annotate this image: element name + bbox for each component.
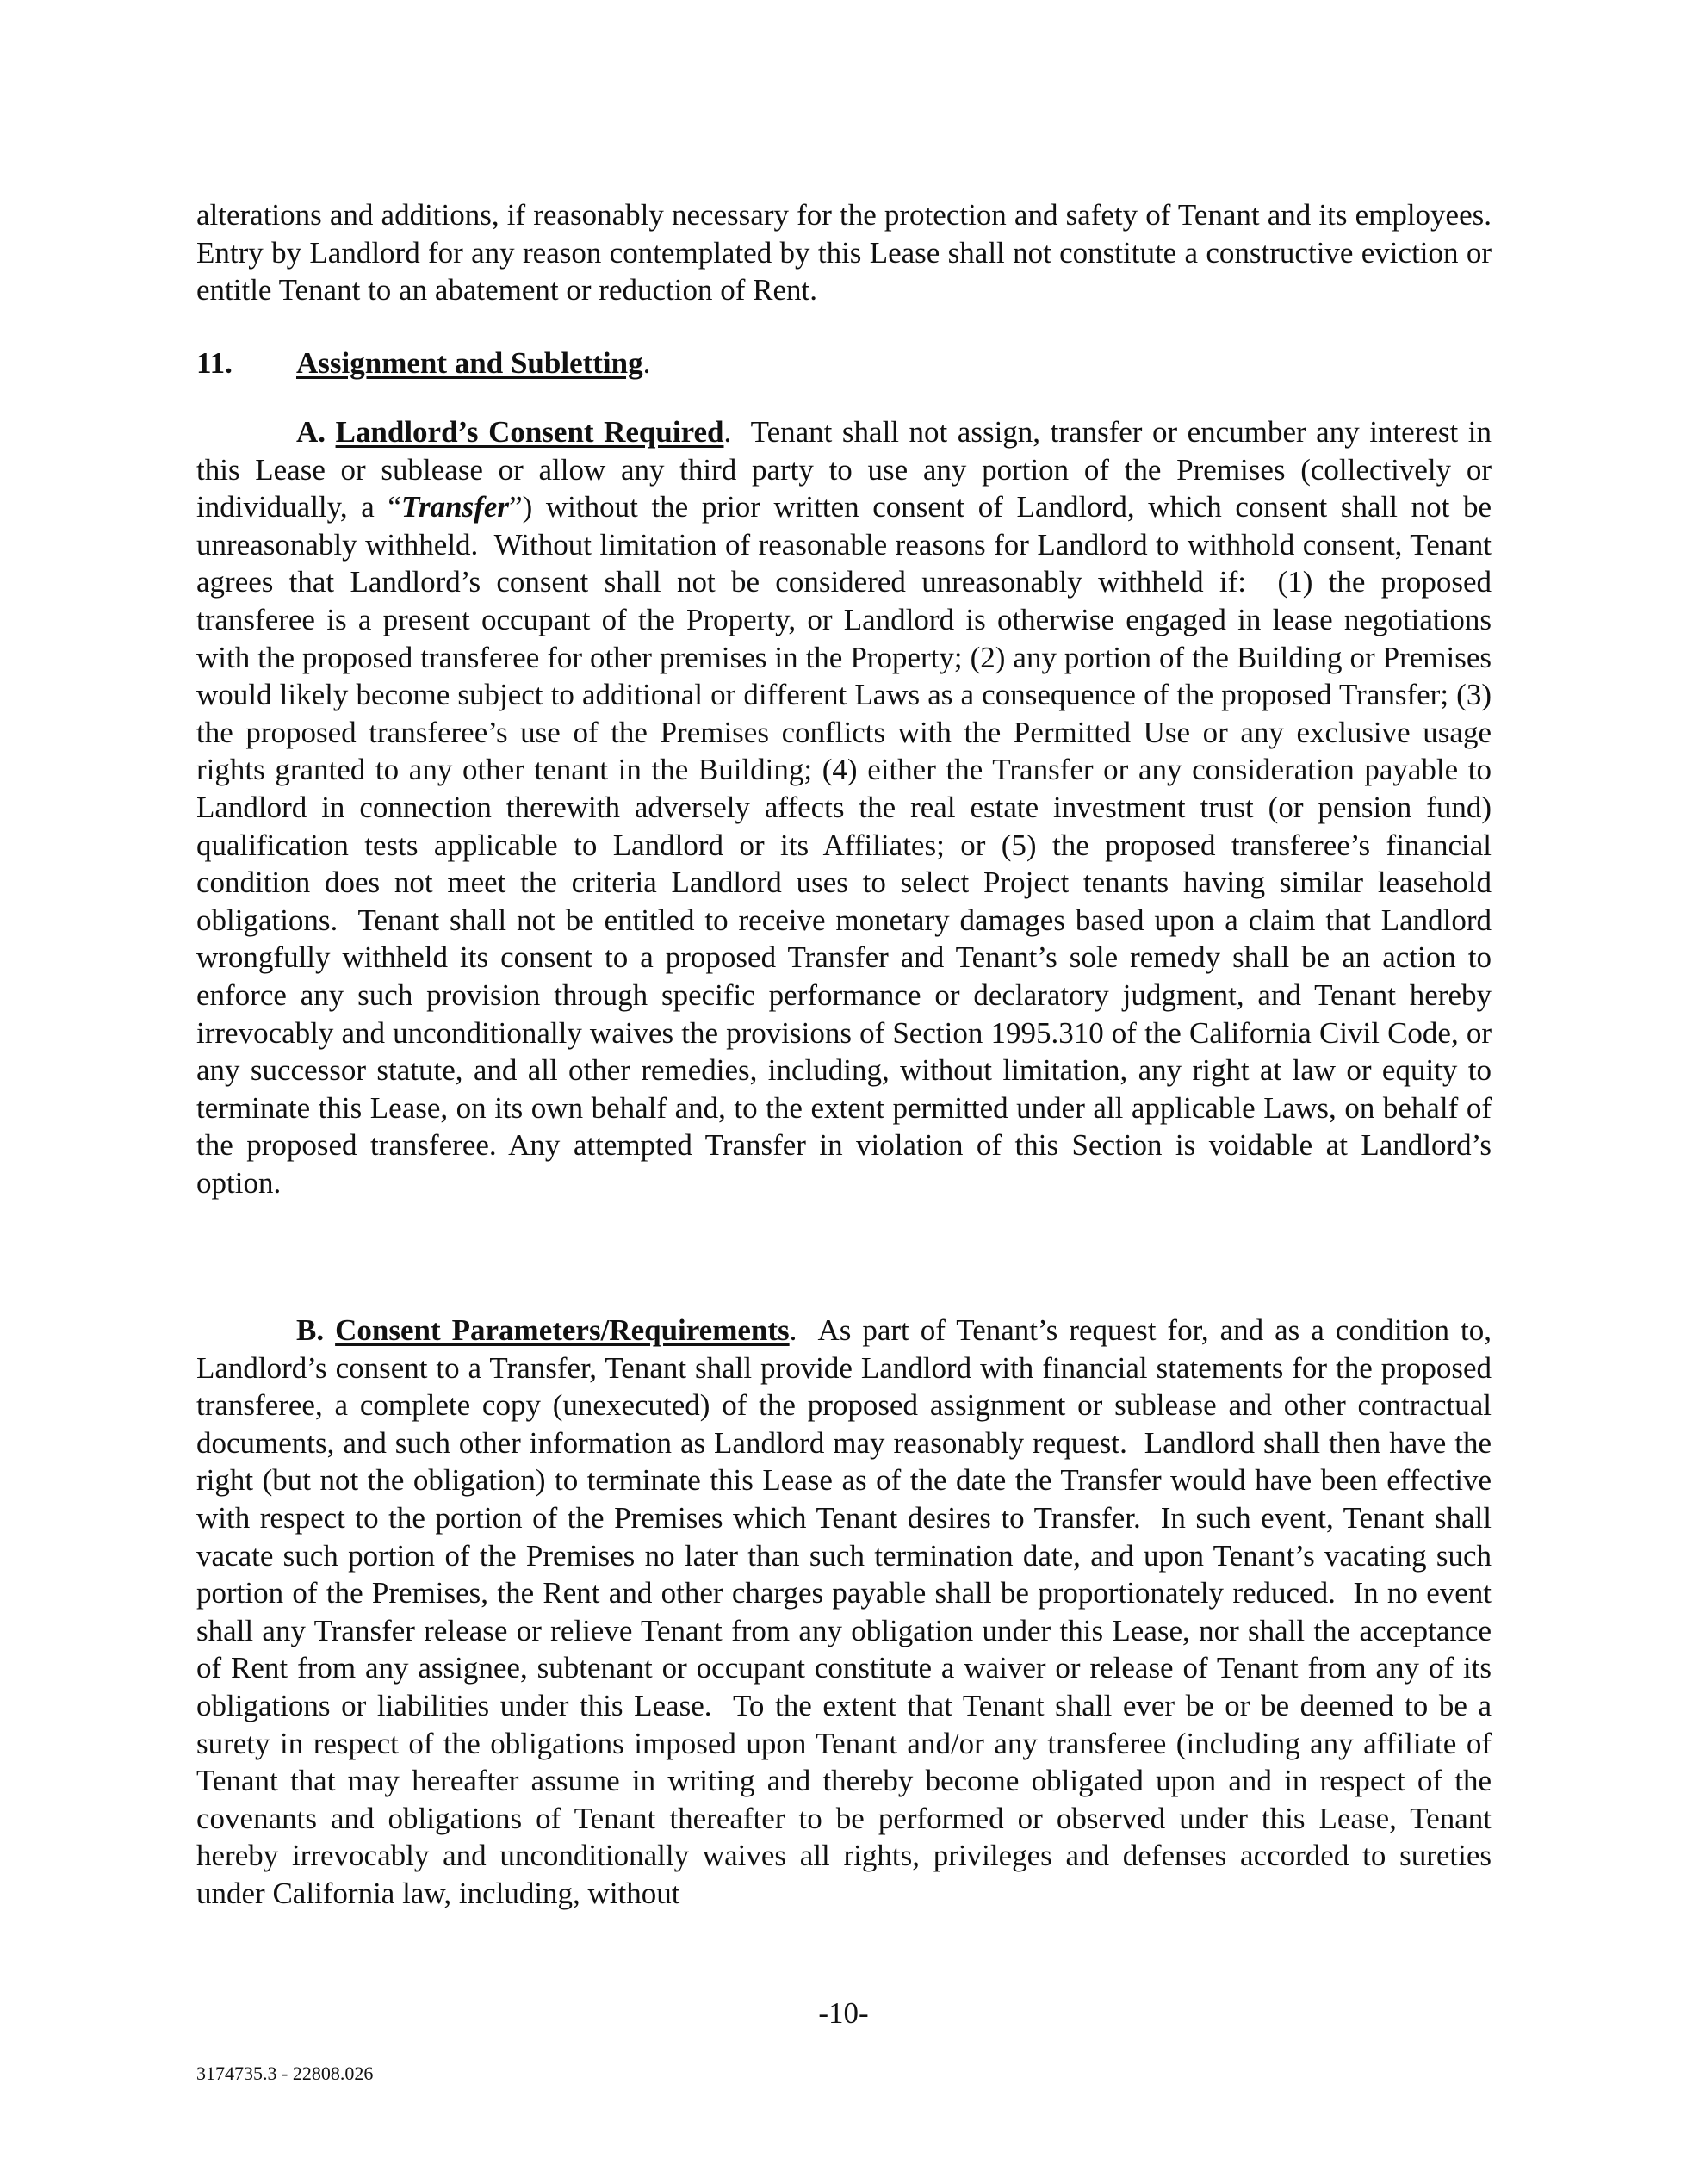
section-heading: [196, 344, 650, 382]
subsection-a-paragraph: [196, 413, 1499, 1201]
subsection-a-text-before-term: Tenant shall not assign, transfer or encumber any interest in this Lease or sublease or allow any third party to use any portion of the Premises (collectively or individually, a “: [196, 415, 1499, 524]
subsection-b-letter: B.: [296, 1313, 325, 1347]
subsection-a-title-suffix: .: [723, 415, 732, 449]
continuation-paragraph: alterations and additions, if reasonably necessary for the protection and safety of Tenant and its employees. Entry by Landlord for any reason contemplated by this Lease shall not constitute a constructive eviction or entitle Tenant to an abatement or reduction of Rent.: [196, 198, 1492, 307]
section-title: Assignment and Subletting: [296, 346, 643, 380]
subsection-b-title-suffix: .: [789, 1313, 797, 1347]
subsection-a-title: Landlord’s Consent Required: [335, 415, 724, 449]
defined-term-transfer: Transfer: [400, 490, 510, 524]
subsection-b-title: Consent Parameters/Requirements: [335, 1313, 790, 1347]
subsection-b-paragraph: [196, 1312, 1499, 1913]
subsection-a-letter: A.: [296, 415, 326, 449]
document-id: 3174735.3 - 22808.026: [196, 2063, 374, 2084]
page-number: -10-: [818, 1996, 869, 2030]
section-title-suffix: .: [642, 346, 651, 380]
subsection-a-text-after-term: ”) without the prior written consent of Landlord, which consent shall not be unreasonably withheld. Without limitation of reasonable reasons for Landlord to withhold consent, Tenant agrees that Landlord’s consent shall not be considered unreasonably withheld if: (1) the proposed transferee is a present occupant of the Property, or Landlord is otherwise engaged in lease negotiations with the proposed transferee for other premises in the Property; (2) any portion of the Building or Premises would likely become subject to additional or different Laws as a consequence of the proposed Transfer; (3) the proposed transferee’s use of the Premises conflicts with the Permitted Use or any exclusive usage rights granted to any other tenant in the Building; (4) either the Transfer or any consideration payable to Landlord in connection therewith adversely affects the real estate investment trust (or pension fund) qualification tests applicable to Landlord or its Affiliates; or (5) the proposed transferee’s financial condition does not meet the criteria Landlord uses to select Project tenants having similar leasehold obligations. Tenant shall not be entitled to receive monetary damages based upon a claim that Landlord wrongfully withheld its consent to a proposed Transfer and Tenant’s sole remedy shall be an action to enforce any such provision through specific performance or declaratory judgment, and Tenant hereby irrevocably and unconditionally waives the provisions of Section 1995.310 of the California Civil Code, or any successor statute, and all other remedies, including, without limitation, any right at law or equity to terminate this Lease, on its own behalf and, to the extent permitted under all applicable Laws, on behalf of the proposed transferee. Any attempted Transfer in violation of this Section is voidable at Landlord’s option.: [196, 490, 1499, 1200]
section-number: 11.: [196, 346, 233, 380]
subsection-b-text: As part of Tenant’s request for, and as a condition to, Landlord’s consent to a Transfer, Tenant shall provide Landlord with financial statements for the proposed transferee, a complete copy (unexecuted) of the proposed assignment or sublease and other contractual documents, and such other information as Landlord may reasonably request. Landlord shall then have the right (but not the obligation) to terminate this Lease as of the date the Transfer would have been effective with respect to the portion of the Premises which Tenant desires to Transfer. In such event, Tenant shall vacate such portion of the Premises no later than such termination date, and upon Tenant’s vacating such portion of the Premises, the Rent and other charges payable shall be proportionately reduced. In no event shall any Transfer release or relieve Tenant from any obligation under this Lease, nor shall the acceptance of Rent from any assignee, subtenant or occupant constitute a waiver or release of Tenant from any of its obligations or liabilities under this Lease. To the extent that Tenant shall ever be or be deemed to be a surety in respect of the obligations imposed upon Tenant and/or any transferee (including any affiliate of Tenant that may hereafter assume in writing and thereby become obligated upon and in respect of the covenants and obligations of Tenant thereafter to be performed or observed under this Lease, Tenant hereby irrevocably and unconditionally waives all rights, privileges and defenses accorded to sureties under California law, including, without: [196, 1313, 1499, 1910]
